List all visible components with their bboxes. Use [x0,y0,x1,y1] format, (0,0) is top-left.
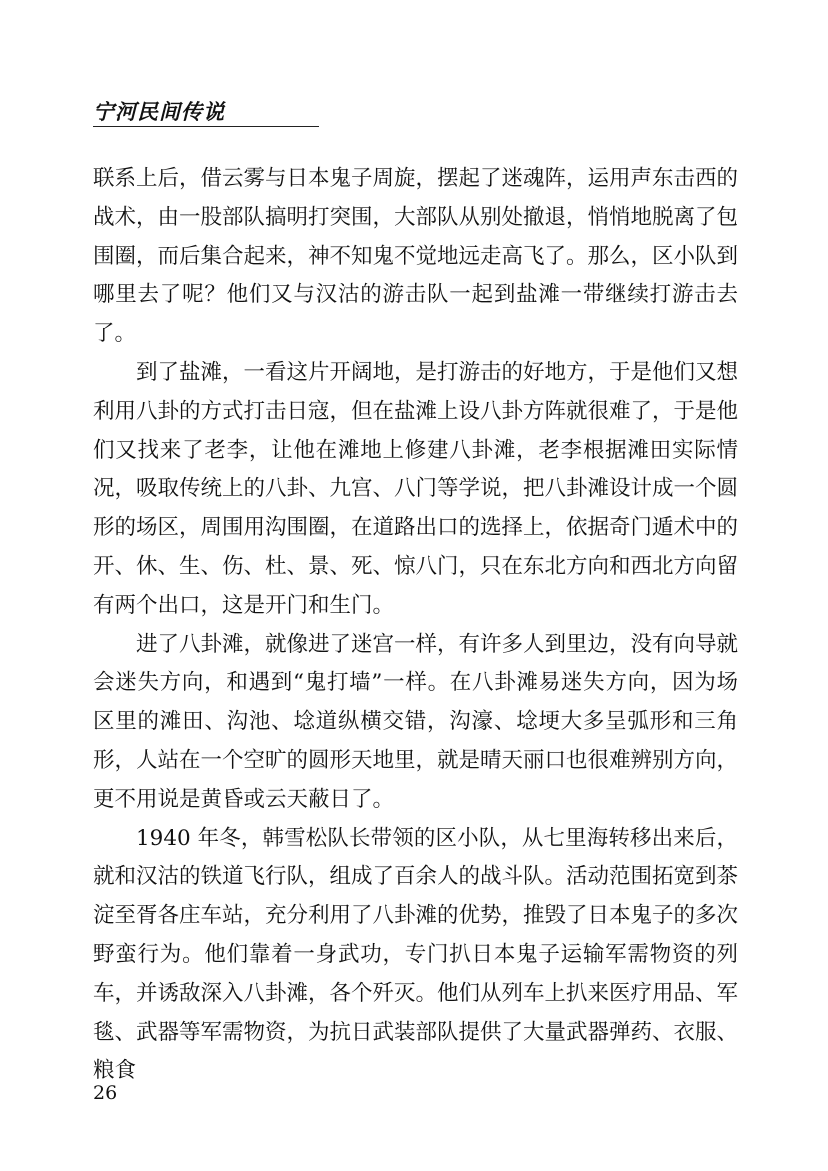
paragraph: 到了盐滩，一看这片开阔地，是打游击的好地方，于是他们又想利用八卦的方式打击日寇，但在盐滩上设八卦方阵就很难了，于是他们又找来了老李，让他在滩地上修建八卦滩，老李根据滩田实际情况，吸取传统上的八卦、九宫、八门等学说，把八卦滩设计成一个圆形的场区，周围用沟围圈，在道路出口的选择上，依据奇门遁术中的开、休、生、伤、杜、景、死、惊八门，只在东北方向和西北方向留有两个出口，这是开门和生门。 [93,359,739,618]
paragraph: 进了八卦滩，就像进了迷宫一样，有许多人到里边，没有向导就会迷失方向，和遇到“鬼打墙”一样。在八卦滩易迷失方向，因为场区里的滩田、沟池、埝道纵横交错，沟濠、埝埂大多呈弧形和三角形，人站在一个空旷的圆形天地里，就是晴天丽口也很难辨别方向，更不用说是黄昏或云天蔽日了。 [93,631,739,812]
body-text [93,160,738,1091]
paragraph: 1940 年冬，韩雪松队长带领的区小队，从七里海转移出来后，就和汉沽的铁道飞行队，组成了百余人的战斗队。活动范围拓宽到茶淀至胥各庄车站，充分利用了八卦滩的优势，推毁了日本鬼子的多次野蛮行为。他们靠着一身武功，专门扒日本鬼子运输军需物资的列车，并诱敌深入八卦滩，各个歼灭。他们从列车上扒来医疗用品、军毯、武器等军需物资，为抗日武装部队提供了大量武器弹药、衣服、粮食 [93,825,739,1084]
book-title: 宁河民间传说 [93,99,225,124]
paragraph-continued: 联系上后，借云雾与日本鬼子周旋，摆起了迷魂阵，运用声东击西的战术，由一股部队搞明打突围，大部队从别处撤退，悄悄地脱离了包围圈，而后集合起来，神不知鬼不觉地远走高飞了。那么，区小队到哪里去了呢？他们又与汉沽的游击队一起到盐滩一带继续打游击去了。 [93,166,739,347]
running-header [93,97,319,127]
page-number: 26 [93,1082,118,1104]
